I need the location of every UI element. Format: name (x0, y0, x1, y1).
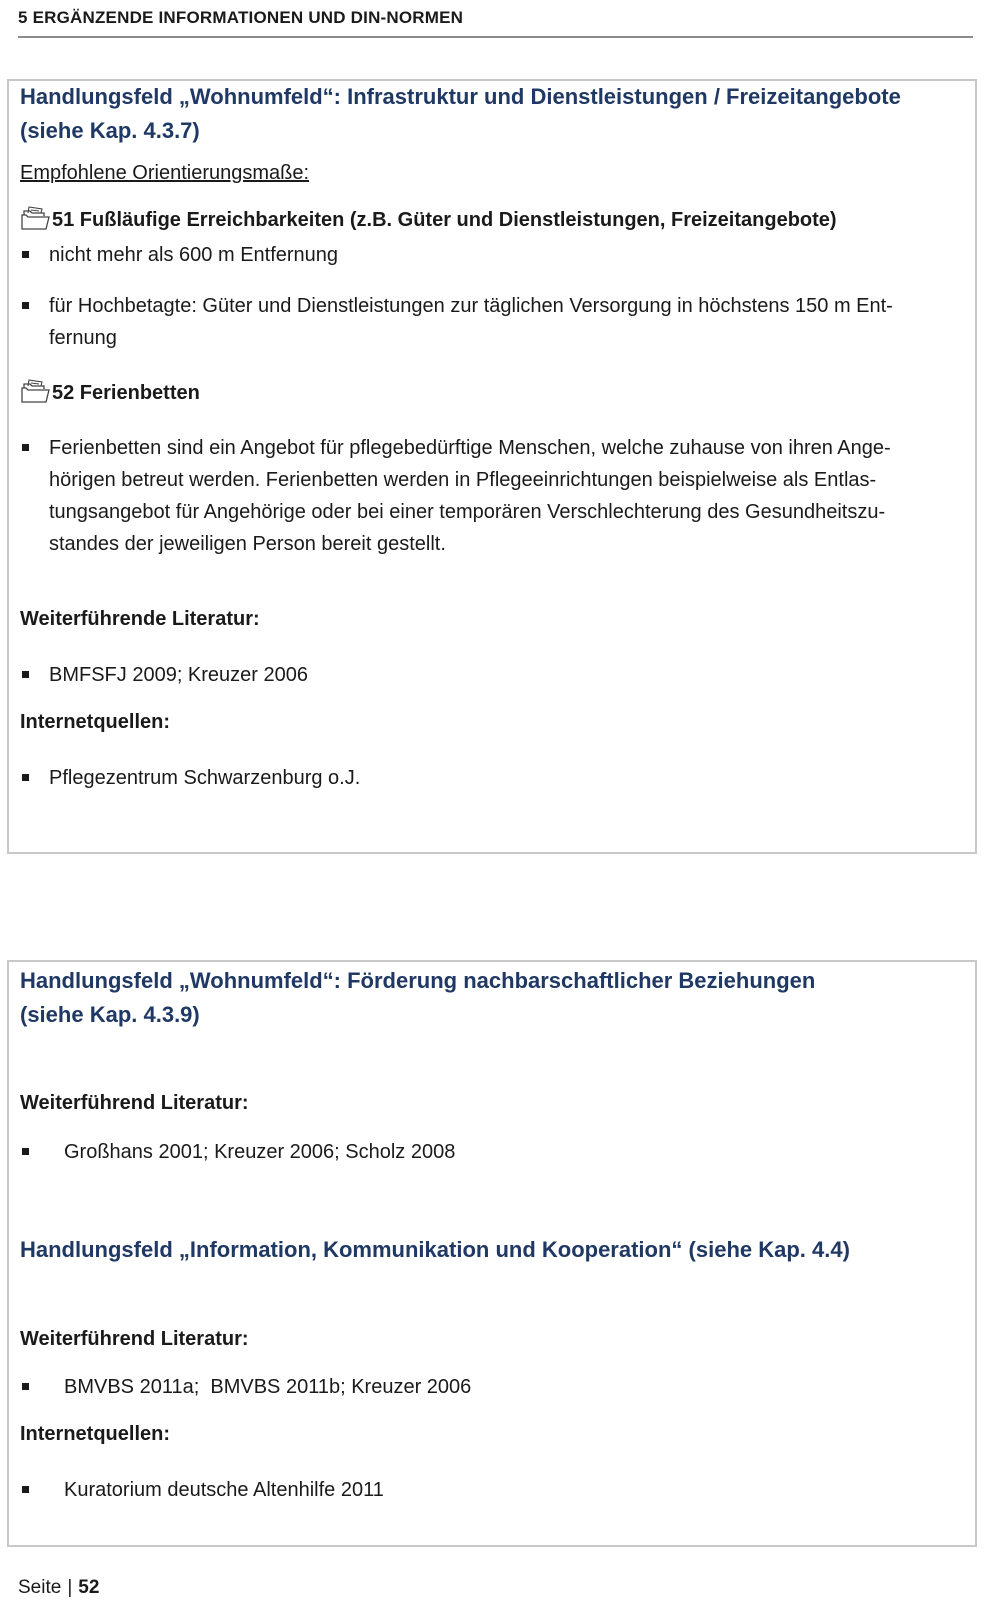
bullet-square-icon (22, 1383, 29, 1390)
page-separator: | (67, 1577, 73, 1598)
folder-icon (20, 378, 51, 405)
list-item: BMVBS 2011a; BMVBS 2011b; Kreuzer 2006 (20, 1371, 969, 1403)
page-footer (18, 1577, 99, 1599)
item-52-heading-text: 52 Ferienbetten (52, 382, 200, 404)
item-51-heading-text: 51 Fußläufige Erreichbarkeiten (z.B. Güter und Dienstleistungen, Freizeitangebote) (52, 209, 837, 231)
section1-title-line2: (siehe Kap. 4.3.9) (20, 1002, 200, 1027)
list-item: für Hochbetagte: Güter und Dienstleistungen zur täglichen Versorgung in höchstens 150 m Ent-fernung (20, 290, 929, 354)
bullet-square-icon (22, 671, 29, 678)
page-label: Seite (18, 1577, 62, 1598)
section1-title-line1: Handlungsfeld „Wohnumfeld“: Förderung nachbarschaftlicher Beziehungen (20, 968, 816, 993)
list-item: Ferienbetten sind ein Angebot für pflegebedürftige Menschen, welche zuhause von ihren Ange-hörigen betreut werden. Ferienbetten werden in Pflegeeinrichtungen beispielweise als Entlas-tungsangebot für Angehörige oder bei einer temporären Verschlechterung des Gesundheitszu-standes der jeweiligen Person bereit gestellt. (20, 432, 929, 560)
list-item: nicht mehr als 600 m Entfernung (20, 239, 954, 271)
orientation-label: Empfohlene Orientierungsmaße: (20, 162, 310, 184)
section2-internet-label: Internetquellen: (20, 1423, 171, 1445)
section2-title: Handlungsfeld „Information, Kommunikation und Kooperation“ (siehe Kap. 4.4) (20, 1237, 850, 1262)
bullet-square-icon (22, 774, 29, 781)
item-52-heading (20, 378, 200, 405)
box-title-line1: Handlungsfeld „Wohnumfeld“: Infrastruktur und Dienstleistungen / Freizeitangebote (20, 84, 901, 109)
section2-literature-label: Weiterführend Literatur: (20, 1328, 249, 1350)
folder-icon (20, 205, 51, 232)
section1-literature-label: Weiterführend Literatur: (20, 1092, 249, 1114)
bullet-square-icon (22, 444, 29, 451)
list-item: BMFSFJ 2009; Kreuzer 2006 (20, 659, 954, 691)
info-box-infrastruktur (7, 79, 977, 854)
literature-label: Weiterführende Literatur: (20, 608, 260, 630)
box-title-line2: (siehe Kap. 4.3.7) (20, 118, 200, 143)
chapter-header: 5 ERGÄNZENDE INFORMATIONEN UND DIN-NORMEN (18, 8, 973, 38)
bullet-square-icon (22, 1148, 29, 1155)
bullet-square-icon (22, 1486, 29, 1493)
bullet-square-icon (22, 251, 29, 258)
list-item: Kuratorium deutsche Altenhilfe 2011 (20, 1474, 969, 1506)
bullet-square-icon (22, 302, 29, 309)
list-item: Pflegezentrum Schwarzenburg o.J. (20, 762, 954, 794)
list-item: Großhans 2001; Kreuzer 2006; Scholz 2008 (20, 1136, 969, 1168)
internet-label: Internetquellen: (20, 711, 171, 733)
item-51-heading (20, 205, 837, 232)
info-box-nachbarschaft (7, 960, 977, 1547)
page-number: 52 (78, 1577, 100, 1598)
